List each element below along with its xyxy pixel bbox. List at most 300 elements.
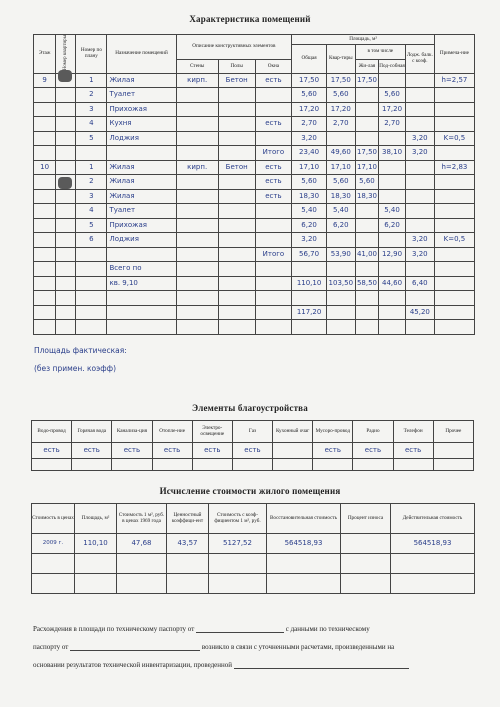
cost-blank xyxy=(267,574,341,594)
cost-value: 2009 г. xyxy=(32,534,75,554)
room-cell: 2 xyxy=(76,175,107,190)
room-cell xyxy=(34,117,56,132)
room-row xyxy=(34,102,475,117)
room-cell xyxy=(405,320,434,335)
room-cell xyxy=(107,146,176,161)
room-row xyxy=(34,204,475,219)
room-cell xyxy=(34,189,56,204)
room-cell xyxy=(379,175,406,190)
amenity-blank xyxy=(152,459,192,471)
cost-value: 564518,93 xyxy=(391,534,475,554)
room-cell xyxy=(176,189,218,204)
room-cell: 5,40 xyxy=(326,204,355,219)
room-cell: Прихожая xyxy=(107,102,176,117)
room-cell: 5,60 xyxy=(292,88,327,103)
room-cell xyxy=(34,276,56,291)
room-cell: 3,20 xyxy=(292,233,327,248)
room-cell: h=2,83 xyxy=(434,160,474,175)
amenity-blank xyxy=(232,459,272,471)
room-cell xyxy=(34,218,56,233)
amenity-value: есть xyxy=(32,443,72,459)
room-cell xyxy=(326,262,355,277)
room-cell xyxy=(292,320,327,335)
room-cell xyxy=(434,146,474,161)
room-cell xyxy=(176,305,218,320)
cost-header: Восстановительная стоимость xyxy=(267,504,341,534)
room-cell xyxy=(405,175,434,190)
room-cell xyxy=(405,204,434,219)
rooms-table-body xyxy=(34,73,475,334)
cost-blank xyxy=(391,574,475,594)
room-cell: 17,20 xyxy=(379,102,406,117)
room-cell: K=0,5 xyxy=(434,233,474,248)
room-cell xyxy=(34,146,56,161)
room-row xyxy=(34,175,475,190)
room-cell xyxy=(255,233,292,248)
room-cell xyxy=(176,291,218,306)
room-cell: 2,70 xyxy=(326,117,355,132)
room-cell: 3 xyxy=(76,102,107,117)
room-cell: Лоджия xyxy=(107,233,176,248)
amenity-value: есть xyxy=(353,443,393,459)
room-cell: 4 xyxy=(76,117,107,132)
room-cell: 9 xyxy=(34,73,56,88)
room-cell xyxy=(107,247,176,262)
room-row xyxy=(34,218,475,233)
amenity-header: Телефон xyxy=(393,421,433,443)
room-cell: 6 xyxy=(76,233,107,248)
room-cell: 5,60 xyxy=(379,88,406,103)
room-cell xyxy=(405,88,434,103)
room-cell xyxy=(176,262,218,277)
room-cell xyxy=(355,88,378,103)
room-cell: 6,20 xyxy=(292,218,327,233)
room-cell: 1 xyxy=(76,73,107,88)
room-cell xyxy=(107,320,176,335)
amenity-blank xyxy=(192,459,232,471)
amenity-blank xyxy=(32,459,72,471)
amenity-blank xyxy=(433,459,473,471)
room-cell xyxy=(176,102,218,117)
footer-line-3: основании результатов технической инвентаризации, проведенной xyxy=(33,661,473,669)
room-cell xyxy=(34,305,56,320)
amenity-value: есть xyxy=(112,443,152,459)
rooms-characteristics-title: Характеристика помещений xyxy=(189,14,311,24)
room-cell: 18,30 xyxy=(326,189,355,204)
cost-blank xyxy=(167,554,209,574)
room-cell xyxy=(255,88,292,103)
date-blank xyxy=(70,643,200,651)
room-cell: Жилая xyxy=(107,73,176,88)
room-cell xyxy=(255,276,292,291)
room-cell: 23,40 xyxy=(292,146,327,161)
room-cell xyxy=(176,117,218,132)
room-cell: 2 xyxy=(76,88,107,103)
room-cell xyxy=(434,204,474,219)
room-cell xyxy=(34,131,56,146)
room-cell xyxy=(355,218,378,233)
room-cell xyxy=(218,262,255,277)
room-cell xyxy=(379,131,406,146)
room-cell: 17,10 xyxy=(326,160,355,175)
room-row xyxy=(34,88,475,103)
room-row xyxy=(34,262,475,277)
room-cell xyxy=(326,305,355,320)
room-row xyxy=(34,117,475,132)
room-cell: 49,60 xyxy=(326,146,355,161)
room-cell: кв. 9,10 xyxy=(107,276,176,291)
room-cell xyxy=(218,305,255,320)
cost-blank xyxy=(117,574,167,594)
room-cell xyxy=(34,320,56,335)
rooms-table xyxy=(33,34,475,335)
cost-table xyxy=(31,503,475,594)
room-cell: 2,70 xyxy=(379,117,406,132)
cost-blank xyxy=(209,574,267,594)
cost-blank xyxy=(341,574,391,594)
room-cell xyxy=(176,131,218,146)
cost-value: 47,68 xyxy=(117,534,167,554)
header-walls: Стены xyxy=(176,59,218,73)
header-floor: Этаж xyxy=(34,35,56,74)
room-cell xyxy=(292,262,327,277)
room-cell: 3,20 xyxy=(405,233,434,248)
amenity-header: Отопле-ние xyxy=(152,421,192,443)
room-row xyxy=(34,160,475,175)
room-row xyxy=(34,73,475,88)
cost-header: Процент износа xyxy=(341,504,391,534)
header-purpose: Назначение помещений xyxy=(107,35,176,74)
room-cell xyxy=(355,233,378,248)
room-cell: 12,90 xyxy=(379,247,406,262)
date-blank xyxy=(196,625,284,633)
amenity-blank xyxy=(273,459,313,471)
room-cell xyxy=(355,117,378,132)
header-floors: Полы xyxy=(218,59,255,73)
room-cell xyxy=(255,102,292,117)
cost-blank xyxy=(32,554,75,574)
room-cell: Итого xyxy=(255,146,292,161)
room-cell: 17,50 xyxy=(355,146,378,161)
room-cell xyxy=(218,218,255,233)
redacted-mark xyxy=(58,177,72,189)
header-apartment: Квар-тиры xyxy=(326,45,355,74)
room-cell: h=2,57 xyxy=(434,73,474,88)
room-cell xyxy=(434,218,474,233)
amenity-blank xyxy=(393,459,433,471)
room-cell xyxy=(218,276,255,291)
room-cell: 3,20 xyxy=(405,131,434,146)
footer-line-1: Расхождения в площади по техническому паспорту от с данными по техническому xyxy=(33,625,370,633)
room-cell: 17,20 xyxy=(326,102,355,117)
room-cell xyxy=(326,233,355,248)
cost-title: Исчисление стоимости жилого помещения xyxy=(159,486,341,496)
room-cell xyxy=(255,305,292,320)
amenities-title: Элементы благоустройства xyxy=(192,403,308,413)
cost-header-row xyxy=(32,504,475,534)
cost-blank xyxy=(341,554,391,574)
room-cell xyxy=(434,262,474,277)
amenity-header: Мусоро-провод xyxy=(313,421,353,443)
room-cell xyxy=(56,218,76,233)
room-cell xyxy=(326,131,355,146)
room-cell: Итого xyxy=(255,247,292,262)
room-cell xyxy=(379,320,406,335)
room-cell: 5,60 xyxy=(355,175,378,190)
room-cell: есть xyxy=(255,175,292,190)
room-cell: 2,70 xyxy=(292,117,327,132)
amenities-table xyxy=(31,420,474,471)
room-cell: 5 xyxy=(76,131,107,146)
amenity-header: Кухонный очаг xyxy=(273,421,313,443)
cost-blank xyxy=(75,554,117,574)
room-cell xyxy=(434,189,474,204)
room-cell: 5,60 xyxy=(292,175,327,190)
room-cell: Кухня xyxy=(107,117,176,132)
room-cell: 53,90 xyxy=(326,247,355,262)
room-row xyxy=(34,131,475,146)
room-cell xyxy=(434,320,474,335)
room-cell xyxy=(405,218,434,233)
room-cell: 1 xyxy=(76,160,107,175)
room-cell xyxy=(176,276,218,291)
room-cell: 41,00 xyxy=(355,247,378,262)
cost-value xyxy=(341,534,391,554)
room-cell xyxy=(218,175,255,190)
room-cell: Жилая xyxy=(107,175,176,190)
amenity-value: есть xyxy=(192,443,232,459)
cost-header: Ценностный коэффици-ент xyxy=(167,504,209,534)
room-cell xyxy=(218,88,255,103)
room-cell: Туалет xyxy=(107,88,176,103)
amenity-value: есть xyxy=(72,443,112,459)
room-cell: 18,30 xyxy=(355,189,378,204)
cost-blank xyxy=(267,554,341,574)
room-cell xyxy=(218,247,255,262)
room-cell xyxy=(405,117,434,132)
room-cell xyxy=(434,276,474,291)
room-cell xyxy=(434,247,474,262)
amenity-header: Канализа-ция xyxy=(112,421,152,443)
room-cell: 10 xyxy=(34,160,56,175)
room-cell: есть xyxy=(255,73,292,88)
room-cell xyxy=(34,175,56,190)
room-cell xyxy=(434,291,474,306)
room-cell: Жилая xyxy=(107,189,176,204)
no-coeff-note: (без примен. коэфф) xyxy=(34,364,117,373)
room-cell xyxy=(292,291,327,306)
room-row xyxy=(34,320,475,335)
room-cell: Туалет xyxy=(107,204,176,219)
room-cell: 17,10 xyxy=(355,160,378,175)
cost-header: Стоимость в ценах xyxy=(32,504,75,534)
amenities-value-row xyxy=(32,443,474,459)
room-cell xyxy=(434,102,474,117)
amenity-header: Электро-освещение xyxy=(192,421,232,443)
cost-blank-row xyxy=(32,554,475,574)
room-cell xyxy=(218,117,255,132)
room-cell: 6,20 xyxy=(326,218,355,233)
room-cell xyxy=(56,189,76,204)
room-cell: 45,20 xyxy=(405,305,434,320)
room-cell: Бетон xyxy=(218,73,255,88)
room-cell xyxy=(56,88,76,103)
room-cell xyxy=(218,291,255,306)
header-total: Общая xyxy=(292,45,327,74)
cost-blank xyxy=(75,574,117,594)
room-cell: Лоджия xyxy=(107,131,176,146)
room-cell: Всего по xyxy=(107,262,176,277)
header-windows: Окна xyxy=(255,59,292,73)
header-apt-no: Номер квартиры xyxy=(56,35,76,74)
header-incl: в том числе xyxy=(355,45,405,60)
room-cell xyxy=(176,204,218,219)
room-row xyxy=(34,189,475,204)
room-cell xyxy=(34,102,56,117)
room-row xyxy=(34,247,475,262)
cost-blank xyxy=(117,554,167,574)
room-cell xyxy=(218,204,255,219)
amenity-value xyxy=(273,443,313,459)
room-cell xyxy=(255,291,292,306)
room-cell xyxy=(176,175,218,190)
room-cell xyxy=(34,204,56,219)
actual-area-note: Площадь фактическая: xyxy=(34,346,127,355)
cost-blank-row xyxy=(32,574,475,594)
room-cell xyxy=(218,146,255,161)
amenity-blank xyxy=(72,459,112,471)
header-loggia: Лодж. балк. с коэф. xyxy=(405,45,434,74)
room-cell: 38,10 xyxy=(379,146,406,161)
room-row xyxy=(34,276,475,291)
room-cell xyxy=(434,175,474,190)
room-cell: Прихожая xyxy=(107,218,176,233)
room-cell xyxy=(76,146,107,161)
room-cell xyxy=(56,291,76,306)
room-cell xyxy=(56,276,76,291)
room-cell xyxy=(176,247,218,262)
room-cell xyxy=(379,233,406,248)
cost-header: Площадь, м² xyxy=(75,504,117,534)
amenity-header: Газ xyxy=(232,421,272,443)
cost-header: Стоимость с коэф-фициентом 1 м², руб. xyxy=(209,504,267,534)
room-cell xyxy=(56,102,76,117)
room-cell: есть xyxy=(255,189,292,204)
room-cell xyxy=(218,102,255,117)
room-cell xyxy=(355,305,378,320)
room-cell: 3,20 xyxy=(292,131,327,146)
room-cell xyxy=(355,131,378,146)
room-cell xyxy=(255,131,292,146)
room-row xyxy=(34,305,475,320)
room-cell xyxy=(255,320,292,335)
room-cell xyxy=(56,233,76,248)
room-cell xyxy=(56,262,76,277)
room-cell: 103,50 xyxy=(326,276,355,291)
room-cell: 3 xyxy=(76,189,107,204)
room-cell: Жилая xyxy=(107,160,176,175)
room-cell xyxy=(76,305,107,320)
room-cell: K=0,5 xyxy=(434,131,474,146)
room-cell xyxy=(379,262,406,277)
room-cell: 56,70 xyxy=(292,247,327,262)
amenity-blank xyxy=(112,459,152,471)
room-cell: 3,20 xyxy=(405,146,434,161)
room-cell: 44,60 xyxy=(379,276,406,291)
room-cell xyxy=(56,146,76,161)
room-cell xyxy=(76,262,107,277)
room-cell xyxy=(218,131,255,146)
amenity-value: есть xyxy=(152,443,192,459)
room-cell xyxy=(34,262,56,277)
room-cell xyxy=(405,73,434,88)
room-cell xyxy=(326,291,355,306)
room-cell: 5 xyxy=(76,218,107,233)
footer-line-2: паспорту от возникло в связи с уточненными расчетами, произведенными на xyxy=(33,643,395,651)
amenity-blank xyxy=(353,459,393,471)
room-cell xyxy=(405,160,434,175)
room-cell xyxy=(76,247,107,262)
cost-value: 5127,52 xyxy=(209,534,267,554)
room-cell: кирп. xyxy=(176,160,218,175)
room-cell xyxy=(56,117,76,132)
room-cell xyxy=(405,262,434,277)
amenity-blank xyxy=(313,459,353,471)
cost-value-row xyxy=(32,534,475,554)
amenity-value: есть xyxy=(313,443,353,459)
room-cell xyxy=(379,291,406,306)
amenity-header: Радио xyxy=(353,421,393,443)
cost-value: 564518,93 xyxy=(267,534,341,554)
room-cell xyxy=(218,233,255,248)
room-cell xyxy=(405,102,434,117)
header-aux: Под-собная xyxy=(379,59,406,73)
amenities-blank-row xyxy=(32,459,474,471)
room-cell xyxy=(218,189,255,204)
room-cell xyxy=(355,262,378,277)
room-cell xyxy=(76,276,107,291)
room-cell xyxy=(405,189,434,204)
room-cell xyxy=(355,320,378,335)
room-cell xyxy=(176,218,218,233)
room-cell xyxy=(176,146,218,161)
header-elements: Описание конструктивных элементов xyxy=(176,35,292,60)
room-cell: 17,50 xyxy=(326,73,355,88)
room-cell xyxy=(107,305,176,320)
amenity-header: Горячая вода xyxy=(72,421,112,443)
cost-blank xyxy=(167,574,209,594)
room-cell: 5,60 xyxy=(326,175,355,190)
room-cell xyxy=(76,291,107,306)
room-cell: 18,30 xyxy=(292,189,327,204)
room-cell: 3,20 xyxy=(405,247,434,262)
room-cell xyxy=(56,160,76,175)
room-cell: 5,40 xyxy=(292,204,327,219)
room-cell: Бетон xyxy=(218,160,255,175)
cost-blank xyxy=(209,554,267,574)
header-plan-no: Номер по плану xyxy=(76,35,107,74)
amenity-value: есть xyxy=(393,443,433,459)
room-cell xyxy=(56,131,76,146)
room-cell xyxy=(379,305,406,320)
room-cell xyxy=(176,233,218,248)
room-cell xyxy=(56,247,76,262)
room-cell xyxy=(255,218,292,233)
room-cell: есть xyxy=(255,160,292,175)
amenities-header-row xyxy=(32,421,474,443)
cost-value: 110,10 xyxy=(75,534,117,554)
room-cell xyxy=(34,291,56,306)
